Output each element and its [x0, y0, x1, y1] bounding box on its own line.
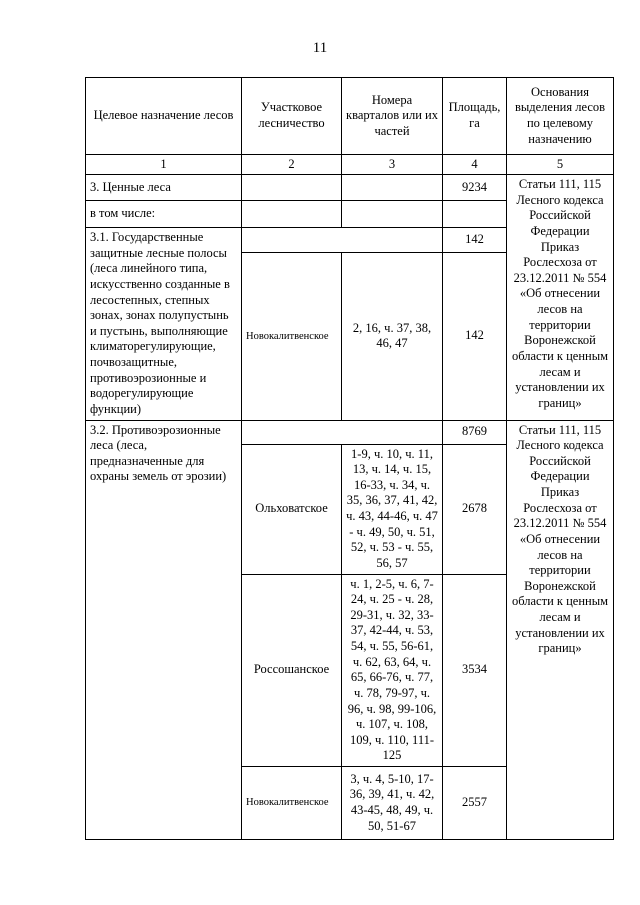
- valuable-area: 9234: [443, 175, 507, 201]
- s32-label: 3.2. Противоэрозионные леса (леса, предназначенные для охраны земель от эрозии): [86, 420, 242, 840]
- column-number: 5: [507, 155, 614, 175]
- table-row-valuable: [86, 175, 614, 201]
- valuable-label: 3. Ценные леса: [86, 175, 242, 201]
- column-number: 3: [342, 155, 443, 175]
- header-basis: Основания выделения лесов по целевому назначению: [507, 78, 614, 155]
- s32-quarters-olkhovatskoe: 1-9, ч. 10, ч. 11, 13, ч. 14, ч. 15, 16-33, ч. 34, ч. 35, 36, 37, 41, 42, ч. 43, 44-46, ч. 47 - ч. 49, 50, ч. 51, 52, ч. 53 - ч. 55, 56, 57: [342, 444, 443, 574]
- s32-forestry-rossoshanskoe: Россошанское: [242, 574, 342, 767]
- column-number: 2: [242, 155, 342, 175]
- s31-forestry: Новокалитвенское: [242, 252, 342, 420]
- s31-area: 142: [443, 252, 507, 420]
- s32-forestry-olkhovatskoe: Ольховатское: [242, 444, 342, 574]
- empty-cell: [242, 228, 443, 253]
- forest-purpose-table: [85, 77, 614, 840]
- table-row-s32-total: [86, 420, 614, 444]
- empty-cell: [242, 420, 443, 444]
- s32-total-area: 8769: [443, 420, 507, 444]
- header-forestry: Участковое лесничество: [242, 78, 342, 155]
- table-header-row: [86, 78, 614, 155]
- empty-cell: [342, 201, 443, 228]
- header-quarters: Номера кварталов или их частей: [342, 78, 443, 155]
- basis-cell-2: Статьи 111, 115 Лесного кодекса Российской Федерации Приказ Рослесхоза от 23.12.2011 № 554 «Об отнесении лесов на территории Воронежской области к ценным лесам и установлении их границ»: [507, 420, 614, 840]
- page-number: 11: [312, 40, 328, 56]
- empty-cell: [242, 175, 342, 201]
- including-label: в том числе:: [86, 201, 242, 228]
- header-purpose: Целевое назначение лесов: [86, 78, 242, 155]
- column-number-row: [86, 155, 614, 175]
- s31-label: 3.1. Государственные защитные лесные полосы (леса линейного типа, искусственно созданные в лесостепных, степных зонах, зонах полупустынь и пустынь, выполняющие климаторегулирующие, почвозащитные, противоэрозионные и водорегулирующие функции): [86, 228, 242, 421]
- s32-area-novokalitvenskoe: 2557: [443, 767, 507, 840]
- column-number: 4: [443, 155, 507, 175]
- empty-cell: [443, 201, 507, 228]
- s32-forestry-novokalitvenskoe: Новокалитвенское: [242, 767, 342, 840]
- basis-cell-1: Статьи 111, 115 Лесного кодекса Российской Федерации Приказ Рослесхоза от 23.12.2011 № 554 «Об отнесении лесов на территории Воронежской области к ценным лесам и установлении их границ»: [507, 175, 614, 421]
- s32-area-rossoshanskoe: 3534: [443, 574, 507, 767]
- empty-cell: [242, 201, 342, 228]
- column-number: 1: [86, 155, 242, 175]
- s32-area-olkhovatskoe: 2678: [443, 444, 507, 574]
- empty-cell: [342, 175, 443, 201]
- header-area: Площадь, га: [443, 78, 507, 155]
- s31-quarters: 2, 16, ч. 37, 38, 46, 47: [342, 252, 443, 420]
- s32-quarters-novokalitvenskoe: 3, ч. 4, 5-10, 17-36, 39, 41, ч. 42, 43-45, 48, 49, ч. 50, 51-67: [342, 767, 443, 840]
- s32-quarters-rossoshanskoe: ч. 1, 2-5, ч. 6, 7-24, ч. 25 - ч. 28, 29-31, ч. 32, 33-37, 42-44, ч. 53, 54, ч. 55, 56-61, ч. 62, 63, 64, ч. 65, 66-76, ч. 77, ч. 78, 79-97, ч. 96, ч. 98, 99-106, ч. 107, ч. 108, 109, ч. 110, 111-125: [342, 574, 443, 767]
- s31-total-area: 142: [443, 228, 507, 253]
